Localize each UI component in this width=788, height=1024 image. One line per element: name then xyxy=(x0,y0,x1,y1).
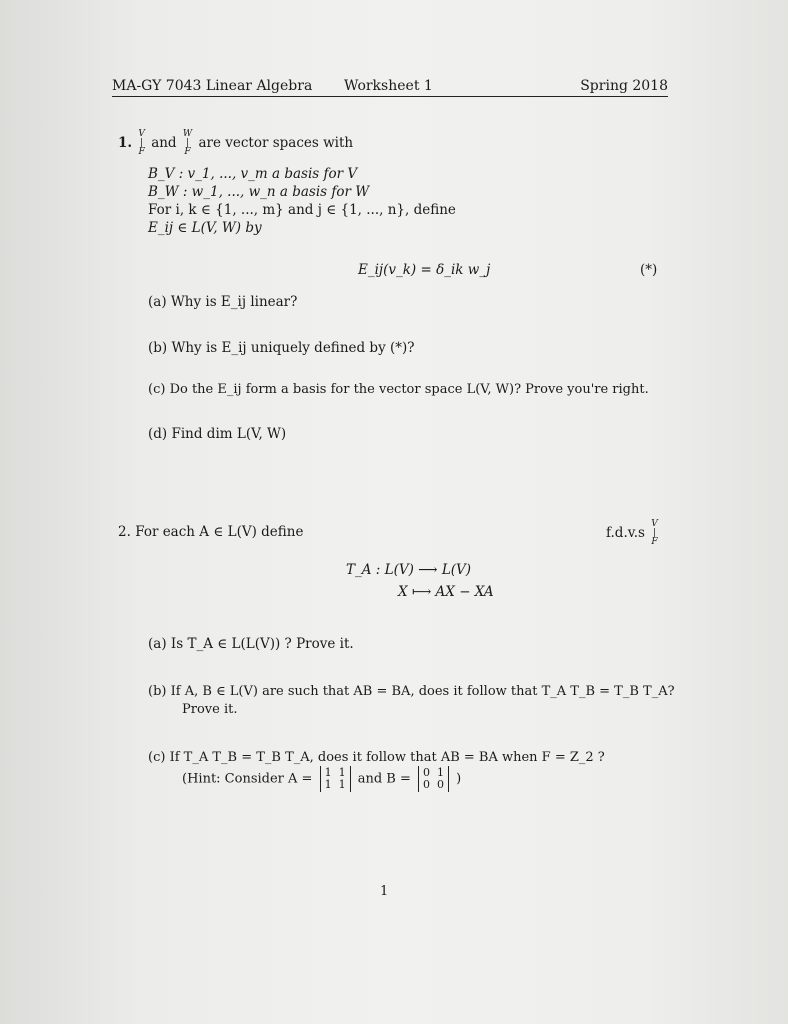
q1-part-b-label: (b) xyxy=(148,340,168,356)
q2-fdvs-label: f.d.v.s xyxy=(606,525,645,541)
q1-equation: E_ij(v_k) = δ_ik w_j xyxy=(358,262,491,278)
q1-part-c-label: (c) xyxy=(148,382,166,397)
hint-and: and B = xyxy=(357,771,411,787)
page-header xyxy=(112,78,668,96)
matrix-b-row-1: 0 1 xyxy=(423,766,445,779)
course-title: MA-GY 7043 Linear Algebra xyxy=(112,78,313,94)
q1-part-b xyxy=(148,340,415,356)
q2-part-b-text2: Prove it. xyxy=(182,702,238,717)
q1-def-line: E_ij ∈ L(V, W) by xyxy=(148,220,262,236)
hint-prefix: (Hint: Consider A = xyxy=(182,771,313,787)
q1-number: 1. xyxy=(118,135,133,151)
q1-part-d xyxy=(148,426,286,442)
q1-part-b-text: Why is E_ij uniquely defined by (*)? xyxy=(171,340,415,356)
q2-map-line: T_A : L(V) ⟶ L(V) xyxy=(346,562,472,578)
q1-part-c xyxy=(148,382,649,397)
q1-and: and xyxy=(151,135,177,151)
q2-part-b-text: If A, B ∈ L(V) are such that AB = BA, does it follow that T_A T_B = T_B T_A? xyxy=(170,684,675,699)
page-number: 1 xyxy=(380,884,389,899)
v-over-f-q2: V | F xyxy=(651,519,658,547)
term-label: Spring 2018 xyxy=(580,78,668,94)
q1-part-c-text: Do the E_ij form a basis for the vector space L(V, W)? Prove you're right. xyxy=(169,382,649,397)
q1-equation-tag: (*) xyxy=(640,262,658,278)
q2-rule-line: X ⟼ AX − XA xyxy=(398,584,494,600)
q1-part-a-text: Why is E_ij linear? xyxy=(170,294,298,310)
q2-part-a xyxy=(148,636,354,652)
q2-part-a-text: Is T_A ∈ L(L(V)) ? Prove it. xyxy=(170,636,354,652)
q2-number: 2. xyxy=(118,524,131,540)
header-rule xyxy=(112,96,668,97)
worksheet-title: Worksheet 1 xyxy=(344,78,433,94)
q2-fdvs xyxy=(606,520,660,547)
matrix-b-row-2: 0 0 xyxy=(423,778,445,791)
matrix-a-row-1: 1 1 xyxy=(324,766,346,779)
q2-part-a-label: (a) xyxy=(148,636,167,652)
w-over-f: W | F xyxy=(182,129,193,157)
q1-part-a-label: (a) xyxy=(148,294,167,310)
q1-for-line: For i, k ∈ {1, ..., m} and j ∈ {1, ..., n}, define xyxy=(148,202,456,218)
hint-suffix: ) xyxy=(456,771,462,787)
matrix-b xyxy=(418,766,449,792)
q1-part-d-text: Find dim L(V, W) xyxy=(171,426,287,442)
q1-basis-w: B_W : w_1, ..., w_n a basis for W xyxy=(148,184,370,200)
q1-lead-text: are vector spaces with xyxy=(198,135,354,151)
q2-hint xyxy=(182,766,461,792)
q2-lead-line xyxy=(118,524,303,540)
q2-part-c-text: If T_A T_B = T_B T_A, does it follow that AB = BA when F = Z_2 ? xyxy=(169,750,605,765)
q2-part-c-label: (c) xyxy=(148,750,166,765)
q1-part-a xyxy=(148,294,297,310)
q1-basis-v: B_V : v_1, ..., v_m a basis for V xyxy=(148,166,358,182)
v-over-f: V | F xyxy=(138,129,145,157)
q1-lead-line xyxy=(118,130,353,157)
q2-part-c xyxy=(148,750,605,765)
matrix-a xyxy=(320,766,351,792)
q1-part-d-label: (d) xyxy=(148,426,168,442)
matrix-a-row-2: 1 1 xyxy=(324,778,346,791)
q2-part-b-label: (b) xyxy=(148,684,167,699)
q2-lead-text: For each A ∈ L(V) define xyxy=(135,524,304,540)
q2-part-b xyxy=(148,684,675,699)
